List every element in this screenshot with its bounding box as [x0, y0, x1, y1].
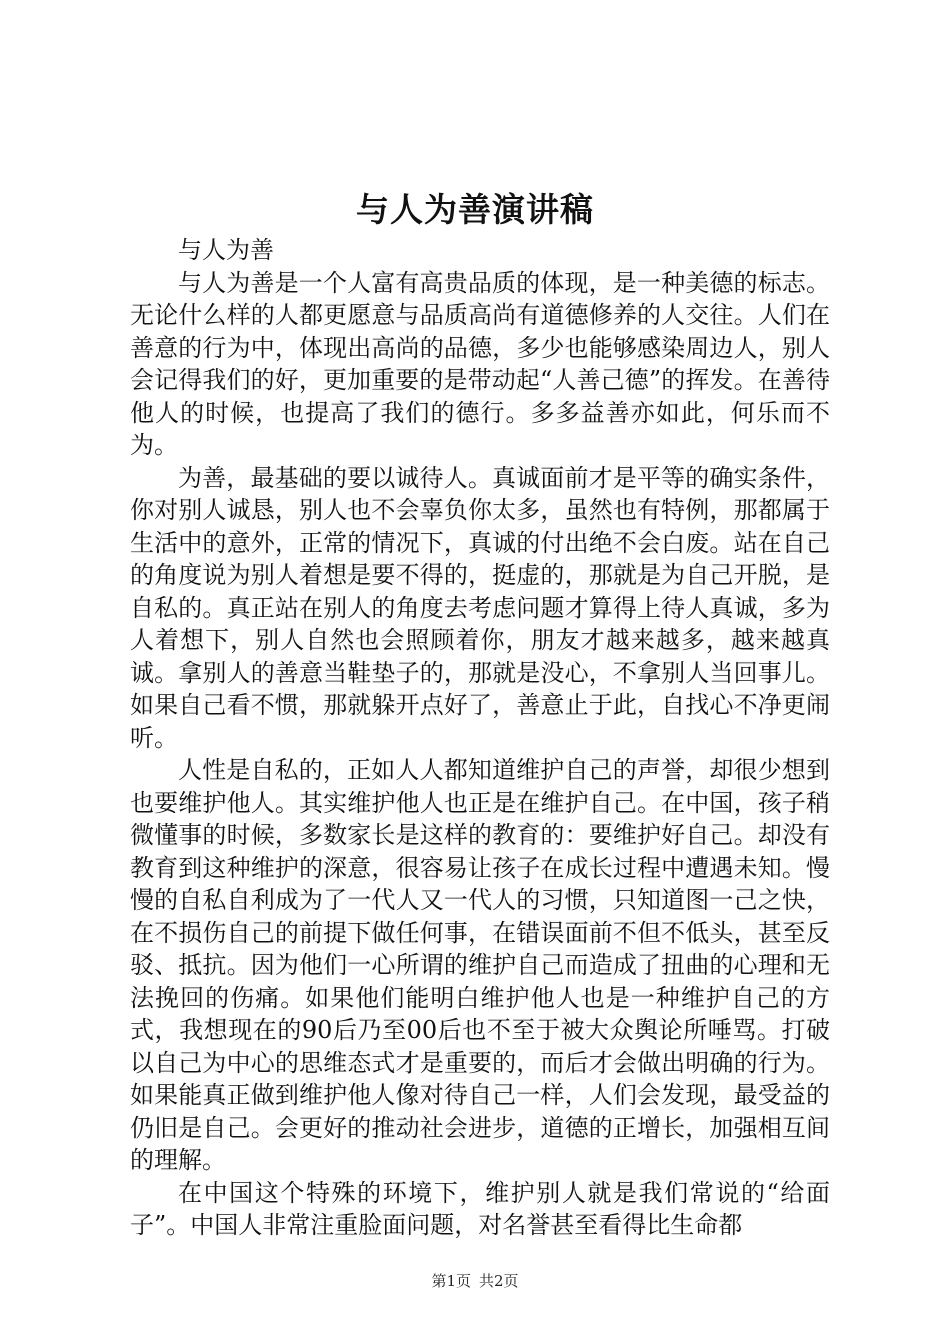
page-total: 共2页: [479, 1272, 519, 1290]
paragraph-2: 为善，最基础的要以诚待人。真诚面前才是平等的确实条件，你对别人诚恳，别人也不会辜负你太多，虽然也有特例，那都属于生活中的意外，正常的情况下，真诚的付出绝不会白废。站在自己的角度说为别人着想是要不得的，挺虚的，那就是为自己开脱，是自私的。真正站在别人的角度去考虑问题才算得上待人真诚，多为人着想下，别人自然也会照顾着你，朋友才越来越多，越来越真诚。拿别人的善意当鞋垫子的，那就是没心，不拿别人当回事儿。如果自己看不惯，那就躲开点好了，善意止于此，自找心不净更闹听。: [130, 463, 830, 752]
page-footer: [0, 1270, 950, 1292]
document-body: [130, 234, 830, 1242]
paragraph-subtitle: 与人为善: [178, 236, 274, 264]
paragraph-1: 与人为善是一个人富有高贵品质的体现，是一种美德的标志。无论什么样的人都更愿意与品质高尚有道德修养的人交往。人们在善意的行为中，体现出高尚的品德，多少也能够感染周边人，别人会记得我们的好，更加重要的是带动起“人善己德”的挥发。在善待他人的时候，也提高了我们的德行。多多益善亦如此，何乐而不为。: [130, 268, 830, 459]
paragraph-3: 人性是自私的，正如人人都知道维护自己的声誉，却很少想到也要维护他人。其实维护他人也正是在维护自己。在中国，孩子稍微懂事的时候，多数家长是这样的教育的：要维护好自己。却没有教育到这种维护的深意，很容易让孩子在成长过程中遭遇未知。慢慢的自私自利成为了一代人又一代人的习惯，只知道图一己之快，在不损伤自己的前提下做任何事，在错误面前不但不低头，甚至反驳、抵抗。因为他们一心所谓的维护自己而造成了扭曲的心理和无法挽回的伤痛。如果他们能明白维护他人也是一种维护自己的方式，我想现在的90后乃至00后也不至于被大众舆论所唾骂。打破以自己为中心的思维态式才是重要的，而后才会做出明确的行为。如果能真正做到维护他人像对待自己一样，人们会发现，最受益的仍旧是自己。会更好的推动社会进步，道德的正增长，加强相互间的理解。: [130, 756, 830, 1174]
document-title: 与人为善演讲稿: [356, 190, 594, 229]
page-number: 第1页: [431, 1272, 471, 1290]
paragraph-4: 在中国这个特殊的环境下，维护别人就是我们常说的“给面子”。中国人非常注重脸面问题，对名誉甚至看得比生命都: [130, 1178, 830, 1239]
